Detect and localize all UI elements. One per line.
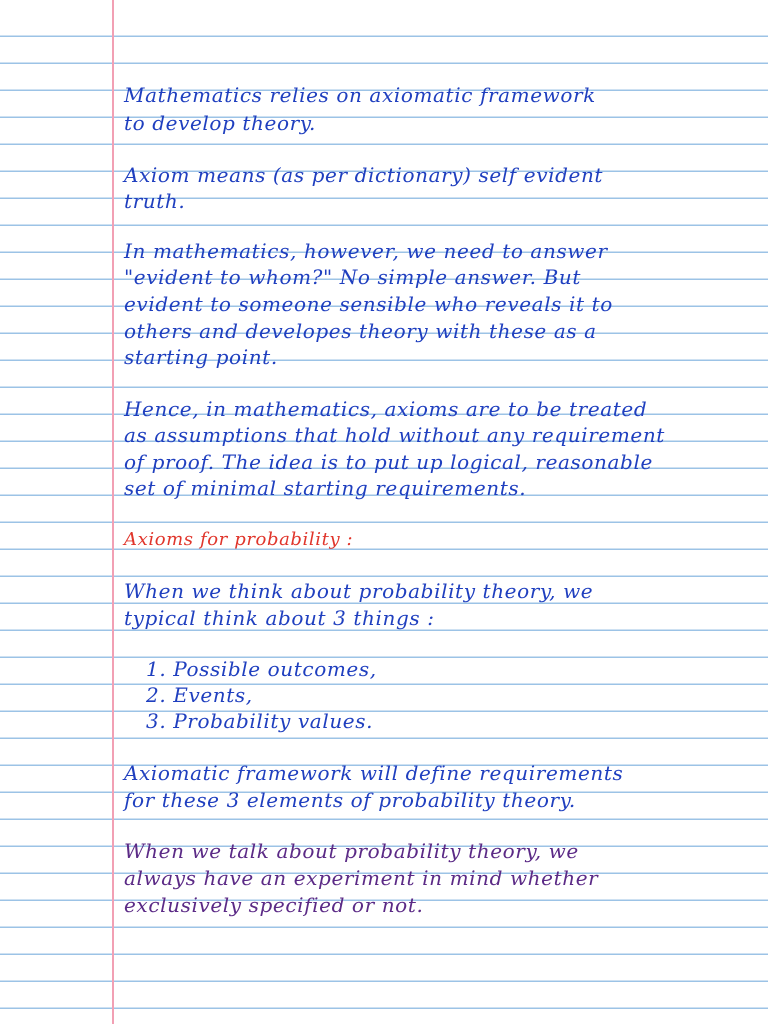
paragraph2-line1: Axiom means (as per dictionary) self evident (124, 163, 604, 187)
axioms-heading: Axioms for probability : (124, 529, 354, 550)
margin-line (112, 0, 114, 1024)
list-item: 1. Possible outcomes, (146, 657, 377, 681)
paragraph4-line4: set of minimal starting requirements. (124, 476, 527, 500)
paragraph7-line1: When we talk about probability theory, we (124, 839, 579, 863)
paragraph3-line4: others and developes theory with these as a (124, 319, 597, 343)
paragraph3-line2: "evident to whom?" No simple answer. But (124, 265, 581, 289)
paragraph4-line1: Hence, in mathematics, axioms are to be treated (124, 397, 648, 421)
paragraph1-line1: Mathematics relies on axiomatic framework (124, 83, 596, 107)
paragraph3-line5: starting point. (124, 345, 278, 369)
paragraph3-line1: In mathematics, however, we need to answer (124, 239, 608, 263)
paragraph2-line2: truth. (124, 189, 186, 213)
paragraph4-line2: as assumptions that hold without any requirement (124, 423, 665, 447)
paragraph5-line2: typical think about 3 things : (124, 606, 435, 630)
paragraph1-line2: to develop theory. (124, 111, 316, 135)
paragraph4-line3: of proof. The idea is to put up logical, reasonable (124, 450, 653, 474)
list-item: 3. Probability values. (146, 709, 374, 733)
paragraph3-line3: evident to someone sensible who reveals it to (124, 292, 613, 316)
paragraph6-line1: Axiomatic framework will define requirements (124, 761, 624, 785)
paragraph7-line3: exclusively specified or not. (124, 893, 424, 917)
paragraph5-line1: When we think about probability theory, we (124, 579, 594, 603)
paragraph7-line2: always have an experiment in mind whether (124, 866, 599, 890)
paragraph6-line2: for these 3 elements of probability theory. (124, 788, 576, 812)
list-item: 2. Events, (146, 683, 253, 707)
